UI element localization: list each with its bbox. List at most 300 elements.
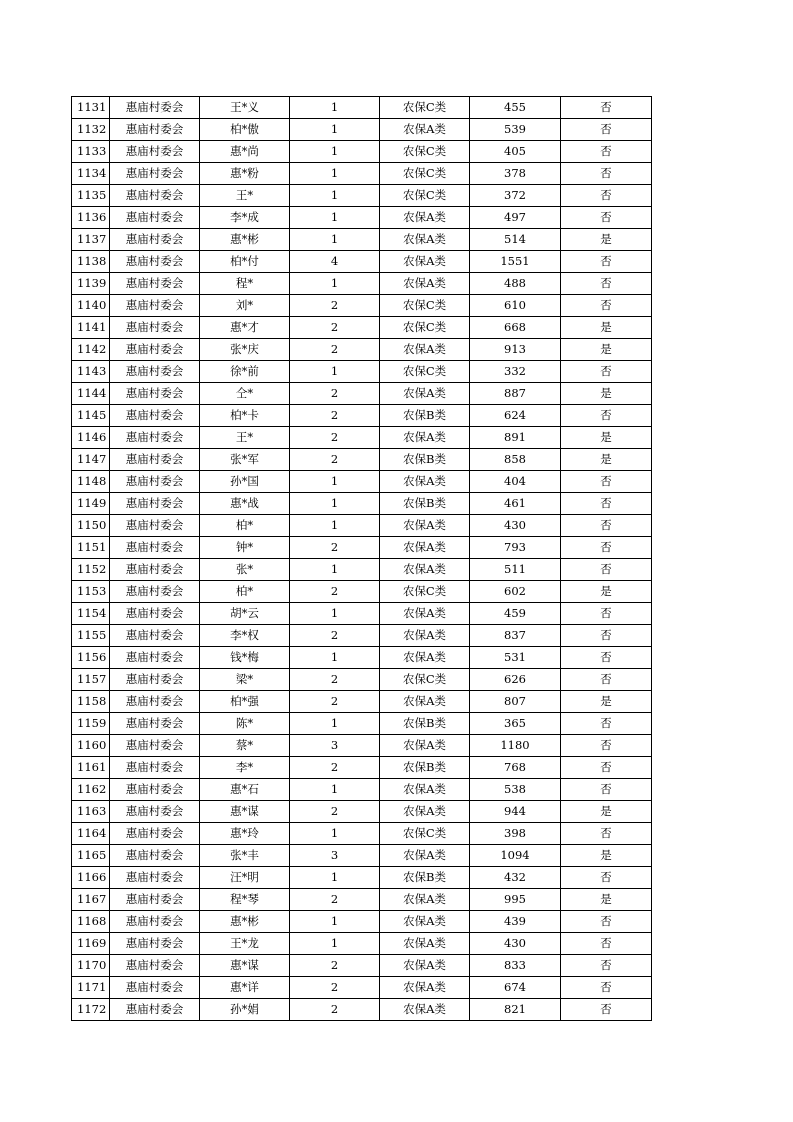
amount-cell: 602	[470, 581, 561, 603]
row-number: 1155	[72, 625, 110, 647]
flag-cell: 否	[561, 999, 652, 1021]
committee-cell: 惠庙村委会	[110, 933, 200, 955]
row-number: 1168	[72, 911, 110, 933]
table-row	[72, 669, 652, 691]
committee-cell: 惠庙村委会	[110, 295, 200, 317]
committee-cell: 惠庙村委会	[110, 317, 200, 339]
insurance-type-cell: 农保A类	[380, 735, 470, 757]
flag-cell: 否	[561, 185, 652, 207]
amount-cell: 821	[470, 999, 561, 1021]
table-row	[72, 317, 652, 339]
amount-cell: 461	[470, 493, 561, 515]
name-cell: 蔡*	[200, 735, 290, 757]
row-number: 1158	[72, 691, 110, 713]
committee-cell: 惠庙村委会	[110, 801, 200, 823]
table-row	[72, 801, 652, 823]
count-cell: 1	[290, 515, 380, 537]
amount-cell: 372	[470, 185, 561, 207]
amount-cell: 837	[470, 625, 561, 647]
insurance-type-cell: 农保A类	[380, 251, 470, 273]
count-cell: 2	[290, 625, 380, 647]
flag-cell: 否	[561, 141, 652, 163]
name-cell: 柏*卡	[200, 405, 290, 427]
row-number: 1136	[72, 207, 110, 229]
count-cell: 1	[290, 229, 380, 251]
flag-cell: 否	[561, 757, 652, 779]
count-cell: 2	[290, 405, 380, 427]
flag-cell: 是	[561, 845, 652, 867]
name-cell: 惠*才	[200, 317, 290, 339]
row-number: 1137	[72, 229, 110, 251]
insurance-type-cell: 农保C类	[380, 317, 470, 339]
count-cell: 1	[290, 493, 380, 515]
flag-cell: 是	[561, 383, 652, 405]
count-cell: 1	[290, 647, 380, 669]
table-row	[72, 537, 652, 559]
row-number: 1156	[72, 647, 110, 669]
flag-cell: 否	[561, 251, 652, 273]
name-cell: 惠*尚	[200, 141, 290, 163]
data-table	[71, 96, 652, 1021]
flag-cell: 否	[561, 559, 652, 581]
amount-cell: 1180	[470, 735, 561, 757]
insurance-type-cell: 农保C类	[380, 97, 470, 119]
row-number: 1166	[72, 867, 110, 889]
count-cell: 1	[290, 207, 380, 229]
flag-cell: 否	[561, 779, 652, 801]
name-cell: 惠*战	[200, 493, 290, 515]
amount-cell: 404	[470, 471, 561, 493]
insurance-type-cell: 农保B类	[380, 757, 470, 779]
row-number: 1131	[72, 97, 110, 119]
name-cell: 柏*付	[200, 251, 290, 273]
amount-cell: 891	[470, 427, 561, 449]
table-row	[72, 427, 652, 449]
name-cell: 惠*玲	[200, 823, 290, 845]
flag-cell: 否	[561, 911, 652, 933]
row-number: 1147	[72, 449, 110, 471]
flag-cell: 是	[561, 691, 652, 713]
row-number: 1149	[72, 493, 110, 515]
row-number: 1146	[72, 427, 110, 449]
insurance-type-cell: 农保A类	[380, 911, 470, 933]
insurance-type-cell: 农保C类	[380, 163, 470, 185]
amount-cell: 626	[470, 669, 561, 691]
insurance-type-cell: 农保B类	[380, 449, 470, 471]
row-number: 1169	[72, 933, 110, 955]
amount-cell: 405	[470, 141, 561, 163]
name-cell: 张*军	[200, 449, 290, 471]
committee-cell: 惠庙村委会	[110, 603, 200, 625]
insurance-type-cell: 农保C类	[380, 295, 470, 317]
count-cell: 2	[290, 339, 380, 361]
count-cell: 1	[290, 97, 380, 119]
amount-cell: 793	[470, 537, 561, 559]
committee-cell: 惠庙村委会	[110, 999, 200, 1021]
table-row	[72, 251, 652, 273]
row-number: 1171	[72, 977, 110, 999]
name-cell: 孙*国	[200, 471, 290, 493]
amount-cell: 497	[470, 207, 561, 229]
amount-cell: 378	[470, 163, 561, 185]
count-cell: 1	[290, 119, 380, 141]
count-cell: 2	[290, 977, 380, 999]
insurance-type-cell: 农保B类	[380, 405, 470, 427]
name-cell: 惠*石	[200, 779, 290, 801]
insurance-type-cell: 农保B类	[380, 493, 470, 515]
amount-cell: 768	[470, 757, 561, 779]
amount-cell: 833	[470, 955, 561, 977]
amount-cell: 332	[470, 361, 561, 383]
flag-cell: 否	[561, 735, 652, 757]
amount-cell: 432	[470, 867, 561, 889]
table-row	[72, 361, 652, 383]
committee-cell: 惠庙村委会	[110, 779, 200, 801]
count-cell: 2	[290, 801, 380, 823]
flag-cell: 否	[561, 405, 652, 427]
name-cell: 王*义	[200, 97, 290, 119]
amount-cell: 531	[470, 647, 561, 669]
insurance-type-cell: 农保A类	[380, 339, 470, 361]
row-number: 1153	[72, 581, 110, 603]
amount-cell: 944	[470, 801, 561, 823]
amount-cell: 610	[470, 295, 561, 317]
row-number: 1152	[72, 559, 110, 581]
table-row	[72, 185, 652, 207]
committee-cell: 惠庙村委会	[110, 559, 200, 581]
amount-cell: 455	[470, 97, 561, 119]
committee-cell: 惠庙村委会	[110, 207, 200, 229]
committee-cell: 惠庙村委会	[110, 845, 200, 867]
insurance-type-cell: 农保A类	[380, 955, 470, 977]
amount-cell: 538	[470, 779, 561, 801]
name-cell: 柏*傲	[200, 119, 290, 141]
committee-cell: 惠庙村委会	[110, 977, 200, 999]
table-row	[72, 977, 652, 999]
flag-cell: 是	[561, 581, 652, 603]
amount-cell: 668	[470, 317, 561, 339]
insurance-type-cell: 农保A类	[380, 603, 470, 625]
count-cell: 1	[290, 779, 380, 801]
committee-cell: 惠庙村委会	[110, 537, 200, 559]
committee-cell: 惠庙村委会	[110, 669, 200, 691]
count-cell: 1	[290, 361, 380, 383]
row-number: 1160	[72, 735, 110, 757]
row-number: 1154	[72, 603, 110, 625]
flag-cell: 否	[561, 823, 652, 845]
row-number: 1142	[72, 339, 110, 361]
row-number: 1151	[72, 537, 110, 559]
name-cell: 仝*	[200, 383, 290, 405]
committee-cell: 惠庙村委会	[110, 427, 200, 449]
flag-cell: 否	[561, 493, 652, 515]
amount-cell: 1094	[470, 845, 561, 867]
table-row	[72, 603, 652, 625]
table-row	[72, 823, 652, 845]
committee-cell: 惠庙村委会	[110, 119, 200, 141]
table-row	[72, 207, 652, 229]
insurance-type-cell: 农保A类	[380, 383, 470, 405]
committee-cell: 惠庙村委会	[110, 383, 200, 405]
insurance-type-cell: 农保C类	[380, 141, 470, 163]
table-row	[72, 845, 652, 867]
committee-cell: 惠庙村委会	[110, 647, 200, 669]
table-row	[72, 713, 652, 735]
count-cell: 2	[290, 317, 380, 339]
insurance-type-cell: 农保A类	[380, 515, 470, 537]
name-cell: 陈*	[200, 713, 290, 735]
insurance-type-cell: 农保A类	[380, 229, 470, 251]
insurance-type-cell: 农保A类	[380, 933, 470, 955]
name-cell: 惠*彬	[200, 229, 290, 251]
flag-cell: 是	[561, 317, 652, 339]
table-row	[72, 97, 652, 119]
row-number: 1134	[72, 163, 110, 185]
flag-cell: 否	[561, 295, 652, 317]
row-number: 1161	[72, 757, 110, 779]
committee-cell: 惠庙村委会	[110, 229, 200, 251]
name-cell: 张*丰	[200, 845, 290, 867]
table-row	[72, 273, 652, 295]
row-number: 1138	[72, 251, 110, 273]
amount-cell: 1551	[470, 251, 561, 273]
flag-cell: 否	[561, 163, 652, 185]
insurance-type-cell: 农保A类	[380, 889, 470, 911]
name-cell: 张*	[200, 559, 290, 581]
amount-cell: 430	[470, 515, 561, 537]
insurance-type-cell: 农保C类	[380, 823, 470, 845]
count-cell: 2	[290, 669, 380, 691]
row-number: 1145	[72, 405, 110, 427]
flag-cell: 否	[561, 955, 652, 977]
flag-cell: 否	[561, 713, 652, 735]
table-row	[72, 867, 652, 889]
table-row	[72, 229, 652, 251]
insurance-type-cell: 农保A类	[380, 273, 470, 295]
committee-cell: 惠庙村委会	[110, 361, 200, 383]
name-cell: 徐*前	[200, 361, 290, 383]
count-cell: 1	[290, 867, 380, 889]
flag-cell: 是	[561, 339, 652, 361]
flag-cell: 否	[561, 119, 652, 141]
count-cell: 2	[290, 691, 380, 713]
table-row	[72, 559, 652, 581]
row-number: 1164	[72, 823, 110, 845]
name-cell: 柏*强	[200, 691, 290, 713]
table-row	[72, 295, 652, 317]
amount-cell: 913	[470, 339, 561, 361]
row-number: 1135	[72, 185, 110, 207]
row-number: 1167	[72, 889, 110, 911]
name-cell: 李*权	[200, 625, 290, 647]
table-row	[72, 735, 652, 757]
name-cell: 惠*谋	[200, 801, 290, 823]
count-cell: 1	[290, 911, 380, 933]
count-cell: 1	[290, 603, 380, 625]
table-row	[72, 911, 652, 933]
name-cell: 孙*娟	[200, 999, 290, 1021]
count-cell: 1	[290, 273, 380, 295]
flag-cell: 否	[561, 669, 652, 691]
committee-cell: 惠庙村委会	[110, 185, 200, 207]
table-row	[72, 933, 652, 955]
flag-cell: 是	[561, 427, 652, 449]
committee-cell: 惠庙村委会	[110, 691, 200, 713]
table-row	[72, 405, 652, 427]
flag-cell: 否	[561, 471, 652, 493]
insurance-type-cell: 农保A类	[380, 559, 470, 581]
row-number: 1143	[72, 361, 110, 383]
amount-cell: 624	[470, 405, 561, 427]
table-row	[72, 647, 652, 669]
amount-cell: 365	[470, 713, 561, 735]
flag-cell: 否	[561, 361, 652, 383]
table-row	[72, 449, 652, 471]
row-number: 1144	[72, 383, 110, 405]
count-cell: 2	[290, 383, 380, 405]
count-cell: 1	[290, 559, 380, 581]
table-row	[72, 581, 652, 603]
amount-cell: 995	[470, 889, 561, 911]
committee-cell: 惠庙村委会	[110, 867, 200, 889]
flag-cell: 是	[561, 449, 652, 471]
count-cell: 2	[290, 427, 380, 449]
insurance-type-cell: 农保A类	[380, 691, 470, 713]
insurance-type-cell: 农保A类	[380, 779, 470, 801]
insurance-type-cell: 农保B类	[380, 867, 470, 889]
row-number: 1141	[72, 317, 110, 339]
insurance-type-cell: 农保C类	[380, 669, 470, 691]
name-cell: 钟*	[200, 537, 290, 559]
count-cell: 1	[290, 471, 380, 493]
committee-cell: 惠庙村委会	[110, 405, 200, 427]
flag-cell: 否	[561, 977, 652, 999]
insurance-type-cell: 农保A类	[380, 207, 470, 229]
committee-cell: 惠庙村委会	[110, 581, 200, 603]
committee-cell: 惠庙村委会	[110, 97, 200, 119]
flag-cell: 是	[561, 801, 652, 823]
count-cell: 2	[290, 581, 380, 603]
count-cell: 3	[290, 735, 380, 757]
row-number: 1139	[72, 273, 110, 295]
amount-cell: 459	[470, 603, 561, 625]
table-body	[72, 97, 652, 1021]
row-number: 1165	[72, 845, 110, 867]
name-cell: 柏*	[200, 515, 290, 537]
insurance-type-cell: 农保C类	[380, 185, 470, 207]
amount-cell: 511	[470, 559, 561, 581]
table-row	[72, 119, 652, 141]
flag-cell: 否	[561, 933, 652, 955]
flag-cell: 是	[561, 889, 652, 911]
insurance-type-cell: 农保A类	[380, 427, 470, 449]
name-cell: 刘*	[200, 295, 290, 317]
count-cell: 1	[290, 713, 380, 735]
row-number: 1140	[72, 295, 110, 317]
insurance-type-cell: 农保A类	[380, 647, 470, 669]
name-cell: 李*	[200, 757, 290, 779]
amount-cell: 514	[470, 229, 561, 251]
name-cell: 惠*详	[200, 977, 290, 999]
count-cell: 2	[290, 537, 380, 559]
name-cell: 程*琴	[200, 889, 290, 911]
count-cell: 1	[290, 141, 380, 163]
flag-cell: 否	[561, 207, 652, 229]
amount-cell: 430	[470, 933, 561, 955]
table-row	[72, 339, 652, 361]
insurance-type-cell: 农保A类	[380, 801, 470, 823]
amount-cell: 488	[470, 273, 561, 295]
name-cell: 胡*云	[200, 603, 290, 625]
row-number: 1170	[72, 955, 110, 977]
insurance-type-cell: 农保A类	[380, 845, 470, 867]
committee-cell: 惠庙村委会	[110, 823, 200, 845]
count-cell: 1	[290, 933, 380, 955]
table-row	[72, 471, 652, 493]
row-number: 1133	[72, 141, 110, 163]
flag-cell: 否	[561, 647, 652, 669]
name-cell: 汪*明	[200, 867, 290, 889]
name-cell: 王*	[200, 427, 290, 449]
insurance-type-cell: 农保A类	[380, 625, 470, 647]
count-cell: 3	[290, 845, 380, 867]
count-cell: 1	[290, 163, 380, 185]
count-cell: 2	[290, 999, 380, 1021]
count-cell: 4	[290, 251, 380, 273]
row-number: 1163	[72, 801, 110, 823]
flag-cell: 否	[561, 515, 652, 537]
name-cell: 钱*梅	[200, 647, 290, 669]
insurance-type-cell: 农保A类	[380, 119, 470, 141]
name-cell: 梁*	[200, 669, 290, 691]
row-number: 1172	[72, 999, 110, 1021]
table-row	[72, 779, 652, 801]
count-cell: 2	[290, 955, 380, 977]
flag-cell: 否	[561, 273, 652, 295]
flag-cell: 否	[561, 537, 652, 559]
name-cell: 柏*	[200, 581, 290, 603]
name-cell: 惠*粉	[200, 163, 290, 185]
table-row	[72, 625, 652, 647]
table-row	[72, 757, 652, 779]
amount-cell: 439	[470, 911, 561, 933]
amount-cell: 398	[470, 823, 561, 845]
count-cell: 1	[290, 823, 380, 845]
count-cell: 2	[290, 449, 380, 471]
row-number: 1132	[72, 119, 110, 141]
committee-cell: 惠庙村委会	[110, 339, 200, 361]
count-cell: 2	[290, 889, 380, 911]
amount-cell: 887	[470, 383, 561, 405]
name-cell: 李*成	[200, 207, 290, 229]
name-cell: 王*	[200, 185, 290, 207]
count-cell: 2	[290, 757, 380, 779]
name-cell: 王*龙	[200, 933, 290, 955]
row-number: 1150	[72, 515, 110, 537]
amount-cell: 807	[470, 691, 561, 713]
committee-cell: 惠庙村委会	[110, 625, 200, 647]
amount-cell: 858	[470, 449, 561, 471]
row-number: 1162	[72, 779, 110, 801]
insurance-type-cell: 农保B类	[380, 713, 470, 735]
committee-cell: 惠庙村委会	[110, 163, 200, 185]
committee-cell: 惠庙村委会	[110, 955, 200, 977]
table-row	[72, 493, 652, 515]
name-cell: 惠*谋	[200, 955, 290, 977]
flag-cell: 否	[561, 603, 652, 625]
insurance-type-cell: 农保C类	[380, 361, 470, 383]
name-cell: 张*庆	[200, 339, 290, 361]
